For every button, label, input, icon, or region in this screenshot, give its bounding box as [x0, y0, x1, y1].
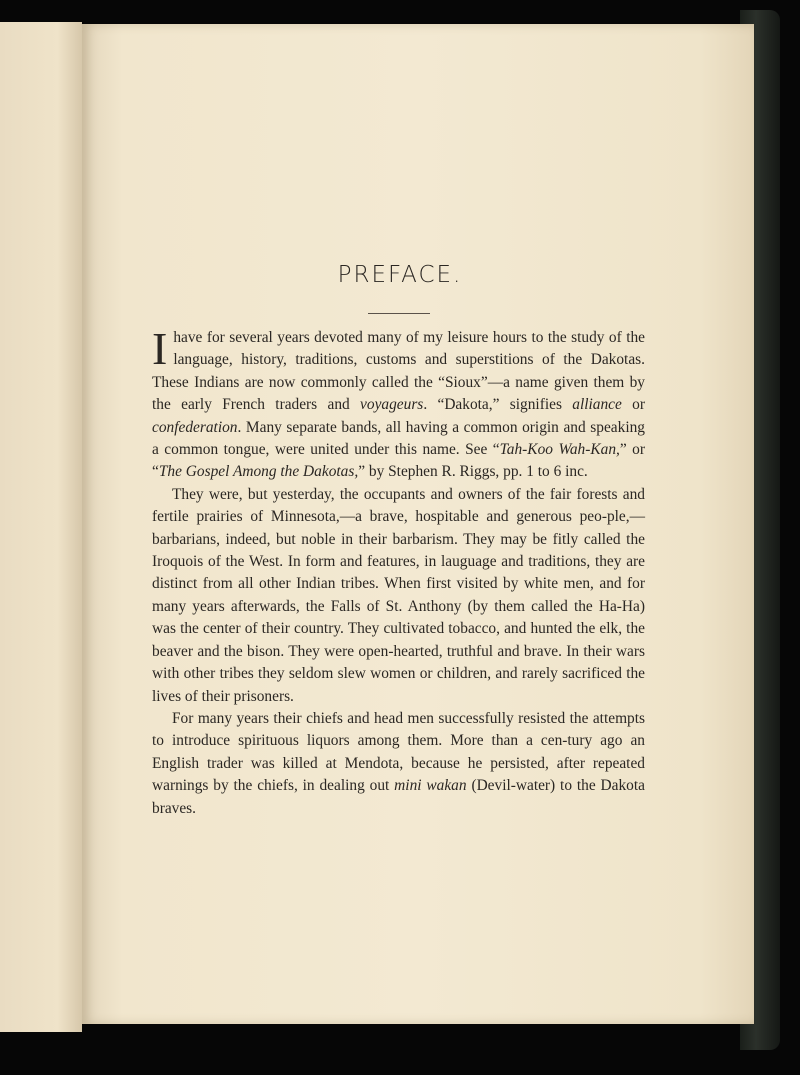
text-run: ” by Stephen R. Riggs, pp. 1 to 6 inc.: [358, 463, 588, 481]
text-run: ” or “: [152, 441, 646, 481]
italic-run: voyageurs: [360, 396, 424, 414]
text-run: have for several years devoted many of my leisure hours to the study of the language, history, traditions, customs and superstitions of the Dakotas. These Indians are now commonly called the “Sioux”—a name given them by the early French traders and: [152, 329, 645, 414]
preface-text: [152, 323, 646, 820]
facing-page-edge: [0, 22, 82, 1032]
drop-cap: I: [152, 323, 168, 374]
paragraph-1: [152, 323, 646, 484]
text-run: For many years their chiefs and head men successfully resisted the attempts to introduce spirituous liquors among them. More than a cen-tury ago an English trader was killed at Mendota, because he persisted, after repeated warnings by the chiefs, in dealing out: [152, 709, 645, 795]
italic-run: Tah-Koo Wah-Kan,: [499, 441, 620, 459]
title-rule: [368, 313, 430, 314]
paragraph-3-text: [152, 710, 645, 817]
italic-run: The Gospel Among the Dakotas,: [158, 463, 359, 481]
text-run: (Devil-water) to the Dakota braves.: [152, 777, 645, 817]
paragraph-1-text: [152, 323, 646, 481]
page-title: PREFACE.: [337, 262, 463, 288]
text-run: . “Dakota,” signifies: [423, 396, 573, 414]
italic-run: alliance: [572, 396, 622, 414]
paragraph-3: [152, 708, 645, 820]
paragraph-2-text: [152, 486, 645, 705]
text-run: . Many separate bands, all having a common origin and speaking a common tongue, were united under this name. See “: [152, 418, 645, 459]
italic-run: mini wakan: [394, 777, 467, 795]
italic-run: confederation: [152, 418, 238, 436]
paragraph-2: [152, 484, 645, 708]
text-run: They were, but yesterday, the occupants and owners of the fair forests and fertile prairies of Minnesota,—a brave, hospitable and generous peo-ple,—barbarians, indeed, but noble in their barbarism. They may be fitly called the Iroquois of the West. In form and features, in lauguage and traditions, they are distinct from all other Indian tribes. When first visited by white men, and for many years afterwards, the Falls of St. Anthony (by them called the Ha-Ha) was the center of their country. They cultivated tobacco, and hunted the elk, the beaver and the bison. They were open-hearted, truthful and brave. In their wars with other tribes they seldom slew women or children, and rarely sacrificed the lives of their prisoners.: [152, 485, 645, 705]
text-run: or: [621, 396, 645, 414]
